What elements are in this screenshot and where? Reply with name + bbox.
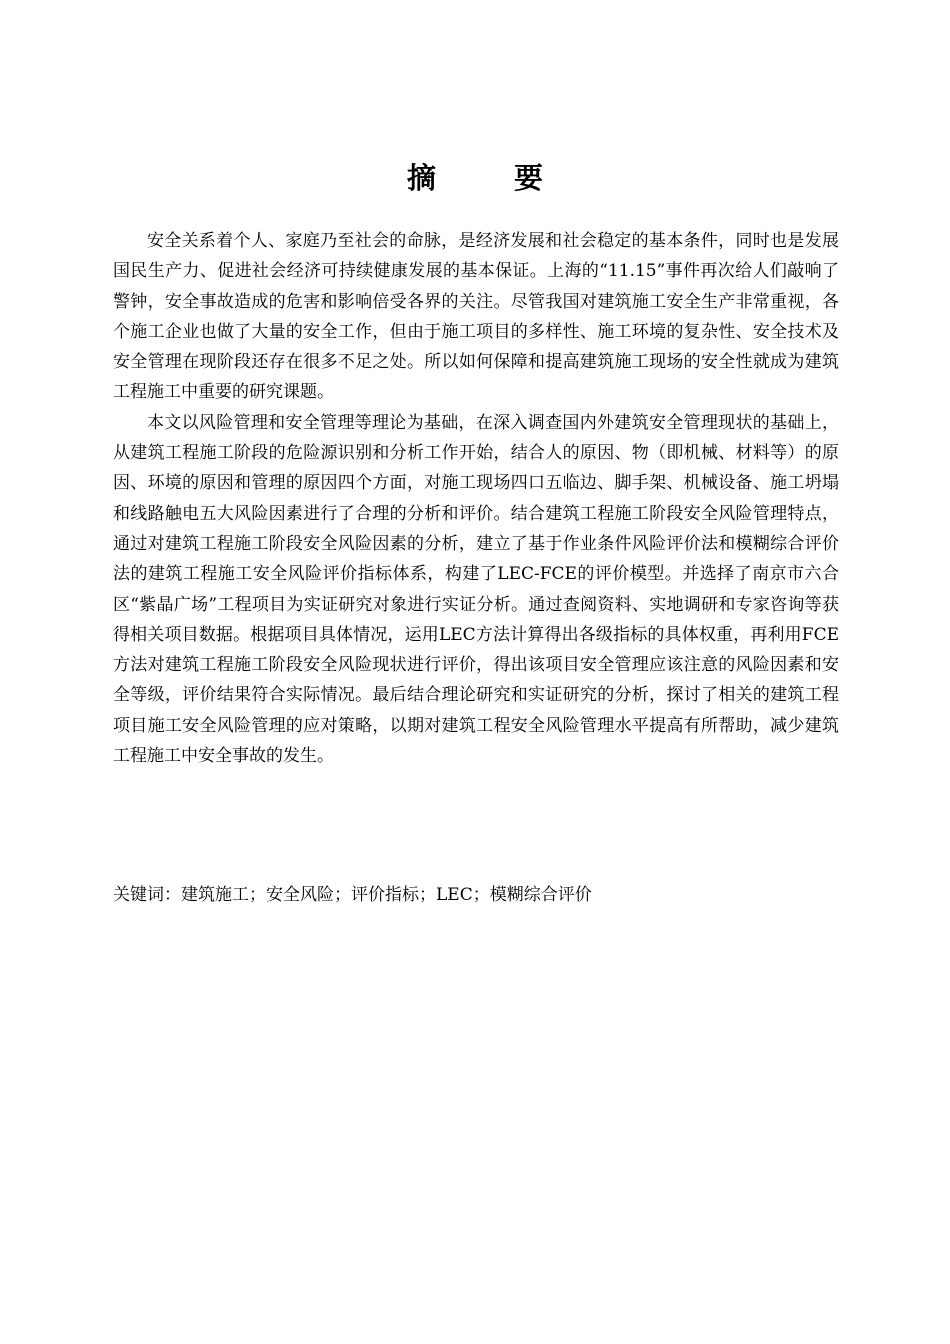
abstract-title: 摘 要 (406, 161, 578, 195)
abstract-paragraph-1: 安全关系着个人、家庭乃至社会的命脉，是经济发展和社会稳定的基本条件，同时也是发展国民生产力、促进社会经济可持续健康发展的基本保证。上海的“11.15”事件再次给人们敲响了警钟，安全事故造成的危害和影响倍受各界的关注。尽管我国对建筑施工安全生产非常重视，各个施工企业也做了大量的安全工作，但由于施工项目的多样性、施工环境的复杂性、安全技术及安全管理在现阶段还存在很多不足之处。所以如何保障和提高建筑施工现场的安全性就成为建筑工程施工中重要的研究课题。 (113, 231, 839, 403)
abstract-body (113, 226, 839, 771)
abstract-paragraph-2: 本文以风险管理和安全管理等理论为基础，在深入调查国内外建筑安全管理现状的基础上，从建筑工程施工阶段的危险源识别和分析工作开始，结合人的原因、物（即机械、材料等）的原因、环境的原因和管理的原因四个方面，对施工现场四口五临边、脚手架、机械设备、施工坍塌和线路触电五大风险因素进行了合理的分析和评价。结合建筑工程施工阶段安全风险管理特点，通过对建筑工程施工阶段安全风险因素的分析，建立了基于作业条件风险评价法和模糊综合评价法的建筑工程施工安全风险评价指标体系，构建了LEC-FCE的评价模型。并选择了南京市六合区“紫晶广场”工程项目为实证研究对象进行实证分析。通过查阅资料、实地调研和专家咨询等获得相关项目数据。根据项目具体情况，运用LEC方法计算得出各级指标的具体权重，再利用FCE方法对建筑工程施工阶段安全风险现状进行评价，得出该项目安全管理应该注意的风险因素和安全等级，评价结果符合实际情况。最后结合理论研究和实证研究的分析，探讨了相关的建筑工程项目施工安全风险管理的应对策略，以期对建筑工程安全风险管理水平提高有所帮助，减少建筑工程施工中安全事故的发生。 (113, 412, 839, 767)
keywords-line: 关键词：建筑施工；安全风险；评价指标；LEC；模糊综合评价 (113, 885, 592, 905)
